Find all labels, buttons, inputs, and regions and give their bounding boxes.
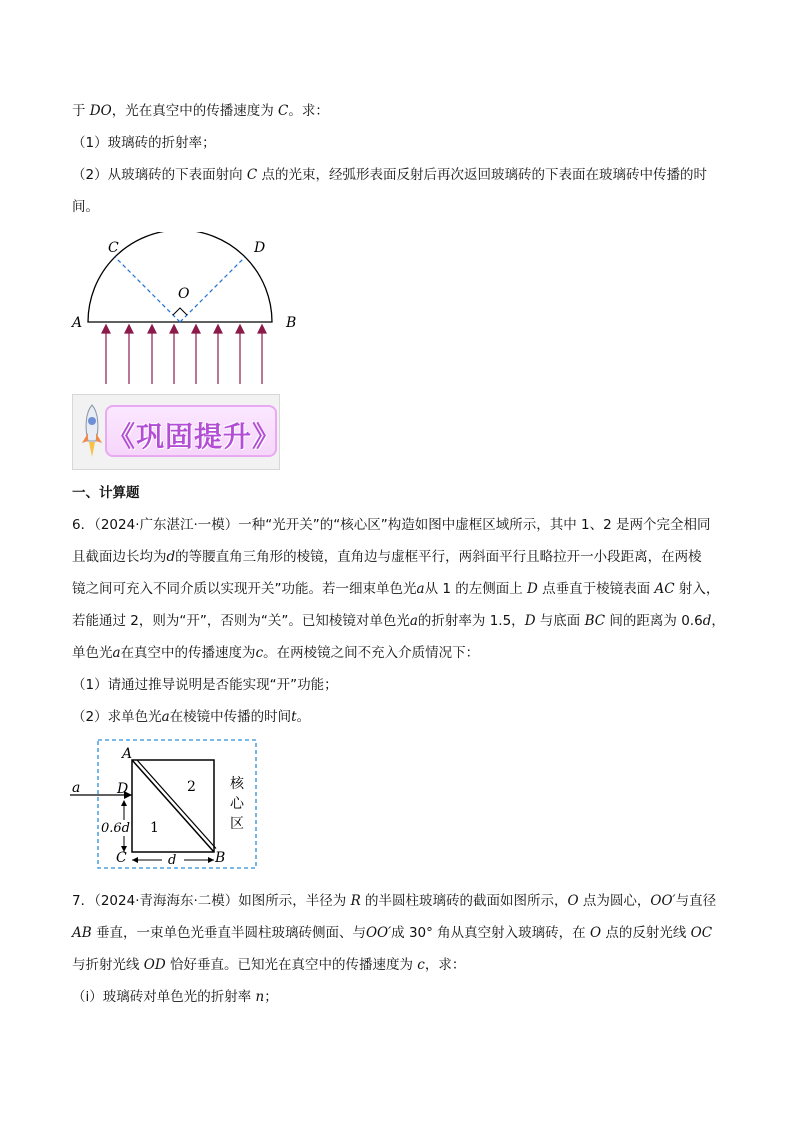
core-label-2: 心 (230, 796, 244, 812)
rocket-icon (77, 401, 107, 463)
q7-sub-1: （ⅰ）玻璃砖对单色光的折射率 n； (72, 989, 278, 1005)
q7-line-1: 7．（2024·青海海东·二模）如图所示，半径为 R 的半圆柱玻璃砖的截面如图所示，O 点为圆心，OO′与直径 (72, 893, 717, 909)
label-B: B (215, 850, 226, 866)
banner-pill (105, 405, 282, 457)
core-label-1: 核 (230, 776, 244, 792)
question-part-1: （1）玻璃砖的折射率； (72, 135, 216, 151)
label-A: A (122, 746, 133, 762)
label-D: D (117, 781, 129, 797)
section-banner (72, 394, 280, 470)
q6-line-2: 且截面边长均为d的等腰直角三角形的棱镜，直角边与虚框平行，两斜面平行且略拉开一小段距离，在两棱 (72, 549, 702, 565)
q6-line-5: 单色光a在真空中的传播速度为c。在两棱镜之间不充入介质情况下： (72, 645, 480, 661)
height-label: 0.6d (101, 821, 130, 836)
label-C: C (116, 850, 127, 866)
q6-sub-1: （1）请通过推导说明是否能实现“开”功能； (72, 677, 338, 693)
question-part-2: （2）从玻璃砖的下表面射向 C 点的光束，经弧形表面反射后再次返回玻璃砖的下表面在玻璃砖中传播的时 (72, 167, 708, 183)
q7-line-3: 与折射光线 OD 恰好垂直。已知光在真空中的传播速度为 c，求： (72, 957, 466, 973)
label-D: D (254, 240, 266, 256)
prism-figure (70, 736, 270, 872)
width-label: d (168, 853, 177, 868)
question-part-2-cont: 间。 (72, 199, 99, 215)
label-C: C (108, 240, 119, 256)
prism-1-label: 1 (150, 820, 159, 836)
q7-line-2: AB 垂直，一束单色光垂直半圆柱玻璃砖侧面、与OO′成 30° 角从真空射入玻璃砖，在 O 点的反射光线 OC (72, 925, 713, 941)
label-a: a (72, 780, 81, 796)
semicircle-figure (70, 232, 310, 392)
label-A: A (72, 315, 83, 331)
q6-line-3: 镜之间可充入不同介质以实现开关”功能。若一细束单色光a从 1 的左侧面上 D 点垂直于棱镜表面 AC 射入， (72, 581, 720, 597)
label-O: O (178, 286, 190, 302)
prism-2-label: 2 (187, 779, 196, 795)
q6-line-1: 6．（2024·广东湛江·一模）一种“光开关”的“核心区”构造如图中虚框区域所示，其中 1、2 是两个完全相同 (72, 517, 711, 533)
label-B: B (286, 315, 297, 331)
banner-title: 《巩固提升》 (107, 420, 282, 453)
text-line: 于 DO，光在真空中的传播速度为 C。求： (72, 103, 329, 119)
section-heading: 一、计算题 (72, 485, 140, 501)
core-label-3: 区 (230, 816, 244, 832)
q6-sub-2: （2）求单色光a在棱镜中传播的时间t。 (72, 709, 311, 725)
q6-line-4: 若能通过 2，则为“开”，否则为“关”。已知棱镜对单色光a的折射率为 1.5，D 与底面 BC 间的距离为 0.6d， (72, 613, 725, 629)
